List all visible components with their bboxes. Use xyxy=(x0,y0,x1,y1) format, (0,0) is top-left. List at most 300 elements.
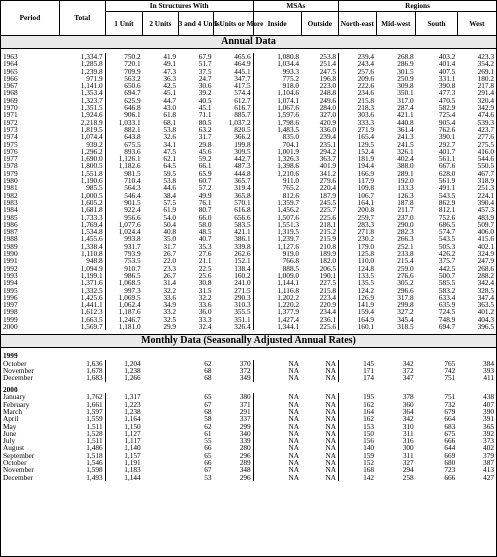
table-cell: 62 xyxy=(204,358,212,368)
table-cell: 561.1 xyxy=(438,154,456,164)
table-cell: 65 xyxy=(204,392,212,402)
table-cell: 922.4 xyxy=(124,205,141,215)
table-cell: 129.5 xyxy=(357,139,375,149)
table-cell: 1,238 xyxy=(124,366,141,376)
table-cell: 1,353.4 xyxy=(59,89,105,96)
table-cell: 233.8 xyxy=(397,249,414,259)
table-cell: NA xyxy=(301,393,339,400)
table-cell: 30.8 xyxy=(198,278,212,288)
table-cell: 583.5 xyxy=(214,221,254,228)
table-cell: 40.7 xyxy=(198,234,212,244)
table-cell: 239.4 xyxy=(301,133,339,140)
table-cell: 234.6 xyxy=(357,88,375,98)
table-cell: 1,678 xyxy=(59,367,105,374)
table-cell: 1,077.6 xyxy=(118,219,141,229)
table-cell: 1,202.2 xyxy=(277,292,300,302)
table-cell: 164.1 xyxy=(357,197,375,207)
table-cell: 1,067.6 xyxy=(277,103,300,113)
table-cell: 683 xyxy=(444,421,456,431)
row-period: 1997 xyxy=(3,300,18,310)
table-cell: 110.0 xyxy=(357,256,375,266)
west-header: West xyxy=(457,12,496,36)
table-cell: 401.4 xyxy=(438,59,456,69)
table-cell: 442.5 xyxy=(438,263,456,273)
table-cell: 291.4 xyxy=(477,88,494,98)
table-cell: 505.3 xyxy=(438,241,456,251)
table-cell: 192.0 xyxy=(397,176,414,186)
table-cell: 390.1 xyxy=(438,132,456,142)
table-cell: 380 xyxy=(214,393,254,400)
table-cell: 33.3 xyxy=(198,314,212,324)
table-cell: 985.5 xyxy=(59,184,105,191)
table-cell: 1,528 xyxy=(59,430,105,437)
table-cell: 187.9 xyxy=(301,192,339,199)
table-cell: 391 xyxy=(483,414,494,424)
table-cell: NA xyxy=(301,401,339,408)
table-cell: 1,239.8 xyxy=(59,68,105,75)
table-cell: 196.8 xyxy=(301,75,339,82)
table-cell: 26.7 xyxy=(163,249,177,259)
table-cell: 25.6 xyxy=(198,270,212,280)
table-cell: 370 xyxy=(214,360,254,367)
table-cell: 390 xyxy=(483,406,494,416)
row-period: 1965 xyxy=(3,66,18,76)
table-cell: 742 xyxy=(444,366,456,376)
table-cell: 159 xyxy=(363,450,375,460)
table-cell: 331.1 xyxy=(438,73,456,83)
table-cell: 1,332.5 xyxy=(59,287,105,294)
table-cell: 327.0 xyxy=(301,111,339,118)
table-cell: 181.9 xyxy=(357,154,375,164)
table-cell: 1,069.5 xyxy=(118,292,141,302)
table-cell: 401.9 xyxy=(301,162,339,169)
table-cell: 1,551.8 xyxy=(59,170,105,177)
table-cell: 544.6 xyxy=(477,154,494,164)
table-cell: 643.8 xyxy=(124,132,141,142)
table-cell: 125.8 xyxy=(357,249,375,259)
annual-data-title: Annual Data xyxy=(1,36,496,49)
table-cell: 464.9 xyxy=(214,60,254,67)
table-cell: 1,323.7 xyxy=(59,97,105,104)
table-cell: 145 xyxy=(363,358,375,368)
table-cell: 931.7 xyxy=(124,241,141,251)
monthly-data-section xyxy=(1,335,496,481)
table-cell: 1,800.5 xyxy=(59,162,105,169)
table-cell: 1,344.1 xyxy=(277,321,300,331)
table-cell: 40.8 xyxy=(163,227,177,237)
table-cell: 296.6 xyxy=(397,285,414,295)
table-cell: 68.1 xyxy=(163,117,177,127)
table-cell: 80.7 xyxy=(198,205,212,215)
table-cell: 225.6 xyxy=(301,214,339,221)
table-cell: 182.0 xyxy=(301,257,339,264)
table-cell: 271.9 xyxy=(357,124,375,134)
table-cell: 31.5 xyxy=(198,285,212,295)
table-cell: 723 xyxy=(444,465,456,475)
table-cell: 440.8 xyxy=(397,117,414,127)
table-cell: 1,037.2 xyxy=(214,119,254,126)
table-cell: 259.7 xyxy=(357,212,375,222)
table-cell: 1,127 xyxy=(124,428,141,438)
msas-header: MSAs xyxy=(253,1,338,12)
table-cell: 247.5 xyxy=(301,68,339,75)
table-cell: 26.7 xyxy=(163,270,177,280)
table-cell: 296 xyxy=(214,474,254,481)
three-four-units-header: 3 and 4 Units xyxy=(178,12,213,36)
table-cell: 625.9 xyxy=(124,95,141,105)
table-cell: 748.9 xyxy=(438,314,456,324)
table-cell: 318.5 xyxy=(397,321,414,331)
table-cell: 1,534.8 xyxy=(59,228,105,235)
table-cell: 2,218.9 xyxy=(59,119,105,126)
table-cell: 1,334.7 xyxy=(59,53,105,60)
table-cell: 159.4 xyxy=(357,307,375,317)
table-cell: 1,009.0 xyxy=(277,270,300,280)
table-cell: 1,924.6 xyxy=(59,111,105,118)
table-cell: 918.0 xyxy=(282,81,300,91)
table-cell: 656.6 xyxy=(214,214,254,221)
table-cell: 36.3 xyxy=(163,73,177,83)
table-cell: 366.2 xyxy=(214,133,254,140)
table-cell: 45.1 xyxy=(163,88,177,98)
table-cell: 36.0 xyxy=(198,307,212,317)
table-cell: 319.4 xyxy=(214,184,254,191)
table-cell: 835.0 xyxy=(282,132,300,142)
table-cell: 162 xyxy=(363,414,375,424)
row-period: 1971 xyxy=(3,110,18,120)
table-cell: 372 xyxy=(402,366,414,376)
table-cell: 423.3 xyxy=(477,52,494,61)
table-cell: 289 xyxy=(214,459,254,466)
table-cell: 1,239.7 xyxy=(277,234,300,244)
table-cell: 893.6 xyxy=(124,146,141,156)
table-cell: 42.5 xyxy=(163,81,177,91)
table-cell: 793.9 xyxy=(124,249,141,259)
table-cell: 396.5 xyxy=(477,321,494,331)
table-cell: 195 xyxy=(363,392,375,402)
table-cell: 150 xyxy=(363,428,375,438)
table-cell: 326.4 xyxy=(214,323,254,330)
table-cell: 442.7 xyxy=(214,155,254,162)
housing-starts-table xyxy=(1,1,496,481)
table-cell: 290.3 xyxy=(214,294,254,301)
table-cell: 1,104.6 xyxy=(277,88,300,98)
row-period: October xyxy=(3,458,27,468)
table-cell: 164 xyxy=(363,406,375,416)
table-cell: 650.6 xyxy=(124,81,141,91)
table-cell: 351.1 xyxy=(214,316,254,323)
table-cell: 1,359.7 xyxy=(277,197,300,207)
regions-header: Regions xyxy=(339,1,496,12)
table-cell: 1,683 xyxy=(59,374,105,381)
table-row xyxy=(1,323,496,330)
table-cell: 1,559 xyxy=(59,415,105,422)
table-cell: 284.0 xyxy=(301,104,339,111)
table-cell: 407.5 xyxy=(438,66,456,76)
table-cell: 704.1 xyxy=(282,139,300,149)
monthly-year-heading: 1999 xyxy=(3,351,18,361)
table-cell: 1,456.2 xyxy=(277,205,300,215)
table-cell: 483.9 xyxy=(477,212,494,222)
table-cell: 1,819.5 xyxy=(59,126,105,133)
table-cell: 286.9 xyxy=(397,59,414,69)
table-cell: 53.8 xyxy=(163,124,177,134)
table-cell: 1,024.4 xyxy=(118,227,141,237)
table-cell: 218.3 xyxy=(357,103,375,113)
outside-header: Outside xyxy=(301,12,339,36)
table-cell: 60.7 xyxy=(198,176,212,186)
table-cell: 1,183 xyxy=(124,465,141,475)
table-cell: 31.7 xyxy=(198,132,212,142)
table-cell: 1,511 xyxy=(59,437,105,444)
table-cell: 1,110.8 xyxy=(59,250,105,257)
table-cell: 342 xyxy=(402,358,414,368)
one-unit-header: 1 Unit xyxy=(105,12,143,36)
table-cell: 34.1 xyxy=(163,139,177,149)
table-cell: 165.4 xyxy=(357,132,375,142)
table-cell: 62.1 xyxy=(163,154,177,164)
table-cell: 423.7 xyxy=(477,124,494,134)
table-cell: 271.8 xyxy=(357,227,375,237)
table-cell: 141.9 xyxy=(357,300,375,310)
table-cell: 44.7 xyxy=(163,95,177,105)
table-cell: 126.3 xyxy=(397,190,414,200)
table-cell: 616.7 xyxy=(214,104,254,111)
table-cell: 906.1 xyxy=(124,110,141,120)
table-cell: 33.6 xyxy=(198,300,212,310)
row-period: November xyxy=(3,465,34,475)
table-cell: NA xyxy=(301,430,339,437)
row-period: 1995 xyxy=(3,285,18,295)
table-cell: 342.4 xyxy=(477,278,494,288)
table-cell: 223.0 xyxy=(301,82,339,89)
row-period: 1986 xyxy=(3,219,18,229)
table-cell: 234.4 xyxy=(301,308,339,315)
table-cell: 65 xyxy=(204,450,212,460)
table-cell: 753.5 xyxy=(124,256,141,266)
row-period: October xyxy=(3,358,27,368)
table-cell: 666 xyxy=(444,436,456,446)
midwest-header: Mid-west xyxy=(376,12,416,36)
table-cell: 765 xyxy=(444,358,456,368)
table-cell: 361.4 xyxy=(397,124,414,134)
table-cell: 64.5 xyxy=(163,161,177,171)
table-cell: NA xyxy=(288,443,300,453)
table-cell: 160.1 xyxy=(357,321,375,331)
table-cell: 241.0 xyxy=(214,279,254,286)
table-cell: 59.2 xyxy=(198,154,212,164)
table-cell: 40.5 xyxy=(198,95,212,105)
table-cell: 67 xyxy=(204,465,212,475)
table-cell: 241.3 xyxy=(397,132,414,142)
table-cell: 1,157 xyxy=(124,450,141,460)
table-cell: 885.7 xyxy=(214,111,254,118)
table-cell: 986.5 xyxy=(124,270,141,280)
row-period: 1966 xyxy=(3,73,18,83)
table-cell: 138.4 xyxy=(214,265,254,272)
row-period: 1976 xyxy=(3,146,18,156)
table-cell: 80.5 xyxy=(198,117,212,127)
table-cell: 34.9 xyxy=(163,300,177,310)
table-cell: 1,546 xyxy=(59,459,105,466)
table-cell: NA xyxy=(288,465,300,475)
table-cell: 919.0 xyxy=(282,249,300,259)
table-cell: 1,511 xyxy=(59,423,105,430)
table-cell: 720.1 xyxy=(124,59,141,69)
table-cell: NA xyxy=(301,459,339,466)
table-cell: 58 xyxy=(204,414,212,424)
table-cell: 1,127.6 xyxy=(277,241,300,251)
table-cell: 305.2 xyxy=(397,278,414,288)
table-cell: NA xyxy=(301,360,339,367)
table-cell: 230.2 xyxy=(357,234,375,244)
table-cell: 1,164 xyxy=(124,414,141,424)
table-cell: 133.3 xyxy=(397,183,414,193)
table-cell: 386.1 xyxy=(214,235,254,242)
table-cell: 564.3 xyxy=(124,183,141,193)
five-or-more-header: 5 Units or More xyxy=(214,12,254,36)
table-cell: 22.5 xyxy=(198,263,212,273)
table-cell: 363.7 xyxy=(301,155,339,162)
table-cell: 124.8 xyxy=(357,263,375,273)
table-cell: 387 xyxy=(483,458,494,468)
table-cell: 348 xyxy=(214,466,254,473)
table-cell: 407 xyxy=(483,399,494,409)
table-cell: 133.5 xyxy=(357,270,375,280)
table-cell: 421.1 xyxy=(397,110,414,120)
table-cell: NA xyxy=(301,408,339,415)
row-period: July xyxy=(3,436,16,446)
row-period: 1989 xyxy=(3,241,18,251)
table-cell: 766.8 xyxy=(282,256,300,266)
table-row xyxy=(1,474,496,481)
table-cell: 142 xyxy=(363,472,375,482)
table-cell: 1,377.9 xyxy=(277,307,300,317)
table-cell: 347.7 xyxy=(214,75,254,82)
table-cell: 347.4 xyxy=(477,292,494,302)
table-cell: 215.2 xyxy=(301,228,339,235)
table-cell: 616.8 xyxy=(214,206,254,213)
row-period: December xyxy=(3,472,33,482)
table-cell: 1,210.6 xyxy=(277,168,300,178)
table-cell: 190.1 xyxy=(301,272,339,279)
row-period: 1994 xyxy=(3,278,18,288)
row-period: 1998 xyxy=(3,307,18,317)
monthly-year-heading: 2000 xyxy=(3,384,18,394)
table-cell: 667.6 xyxy=(438,161,456,171)
table-cell: 53 xyxy=(204,472,212,482)
period-header: Period xyxy=(1,1,59,36)
table-cell: 30.6 xyxy=(198,81,212,91)
table-cell: 401.7 xyxy=(438,146,456,156)
table-cell: 669 xyxy=(444,450,456,460)
table-cell: 1,681.8 xyxy=(59,206,105,213)
table-cell: 61 xyxy=(204,428,212,438)
row-period: 1993 xyxy=(3,270,18,280)
table-cell: 1,296.2 xyxy=(59,148,105,155)
table-cell: 333.3 xyxy=(357,117,375,127)
table-cell: 49.9 xyxy=(198,190,212,200)
annual-data-section xyxy=(1,36,496,335)
table-cell: 365.8 xyxy=(214,192,254,199)
table-cell: 1,483.5 xyxy=(277,124,300,134)
table-cell: 135.5 xyxy=(357,278,375,288)
table-cell: 675 xyxy=(444,428,456,438)
table-cell: 336.0 xyxy=(301,126,339,133)
row-period: 1968 xyxy=(3,88,18,98)
table-cell: 1,074.1 xyxy=(277,95,300,105)
table-cell: 152.4 xyxy=(357,146,375,156)
table-cell: 751 xyxy=(444,373,456,383)
table-cell: 751 xyxy=(444,392,456,402)
row-period: 1999 xyxy=(3,314,18,324)
table-cell: 31.7 xyxy=(163,241,177,251)
table-cell: 27.6 xyxy=(198,249,212,259)
table-cell: 311 xyxy=(402,428,414,438)
row-period: September xyxy=(3,450,35,460)
table-cell: 29.9 xyxy=(163,321,177,331)
table-cell: 765.2 xyxy=(282,183,300,193)
table-cell: 222.6 xyxy=(357,81,375,91)
table-cell: 402.1 xyxy=(477,241,494,251)
table-cell: 220.4 xyxy=(301,184,339,191)
table-cell: NA xyxy=(301,444,339,451)
table-cell: 679 xyxy=(444,406,456,416)
table-cell: 390.8 xyxy=(438,81,456,91)
table-cell: 296 xyxy=(214,452,254,459)
table-cell: 342.9 xyxy=(477,103,494,113)
table-cell: 1,317 xyxy=(124,392,141,402)
table-cell: 347 xyxy=(402,373,414,383)
table-cell: 68 xyxy=(204,406,212,416)
table-cell: 32.4 xyxy=(198,321,212,331)
table-cell: NA xyxy=(301,367,339,374)
table-cell: 225.7 xyxy=(301,206,339,213)
table-cell: 47.3 xyxy=(163,66,177,76)
table-cell: 1,001.9 xyxy=(277,146,300,156)
table-cell: 644 xyxy=(444,443,456,453)
table-cell: 109.8 xyxy=(357,183,375,193)
table-cell: 220.9 xyxy=(301,301,339,308)
table-cell: NA xyxy=(288,358,300,368)
table-cell: 1,455.6 xyxy=(59,235,105,242)
table-cell: 33.6 xyxy=(163,292,177,302)
table-cell: 406.0 xyxy=(477,227,494,237)
table-cell: 1,762 xyxy=(59,393,105,400)
table-cell: NA xyxy=(288,373,300,383)
row-period: 1992 xyxy=(3,263,18,273)
table-cell: 1,000.5 xyxy=(59,192,105,199)
table-cell: 50.4 xyxy=(163,219,177,229)
row-period: 1975 xyxy=(3,139,18,149)
table-cell: 956.6 xyxy=(124,212,141,222)
table-cell: 1,597 xyxy=(59,408,105,415)
table-cell: 168 xyxy=(363,465,375,475)
row-period: 1981 xyxy=(3,183,18,193)
table-cell: 487.3 xyxy=(214,162,254,169)
table-cell: 47.5 xyxy=(163,146,177,156)
table-cell: 211.7 xyxy=(397,205,414,215)
table-cell: NA xyxy=(301,423,339,430)
table-cell: 750.2 xyxy=(124,52,141,61)
table-cell: 31.4 xyxy=(163,278,177,288)
table-cell: NA xyxy=(288,450,300,460)
table-cell: 539.3 xyxy=(477,117,494,127)
table-cell: 1,117 xyxy=(124,436,141,446)
table-cell: 310.3 xyxy=(214,301,254,308)
table-cell: 762.6 xyxy=(438,124,456,134)
table-cell: 316 xyxy=(402,436,414,446)
